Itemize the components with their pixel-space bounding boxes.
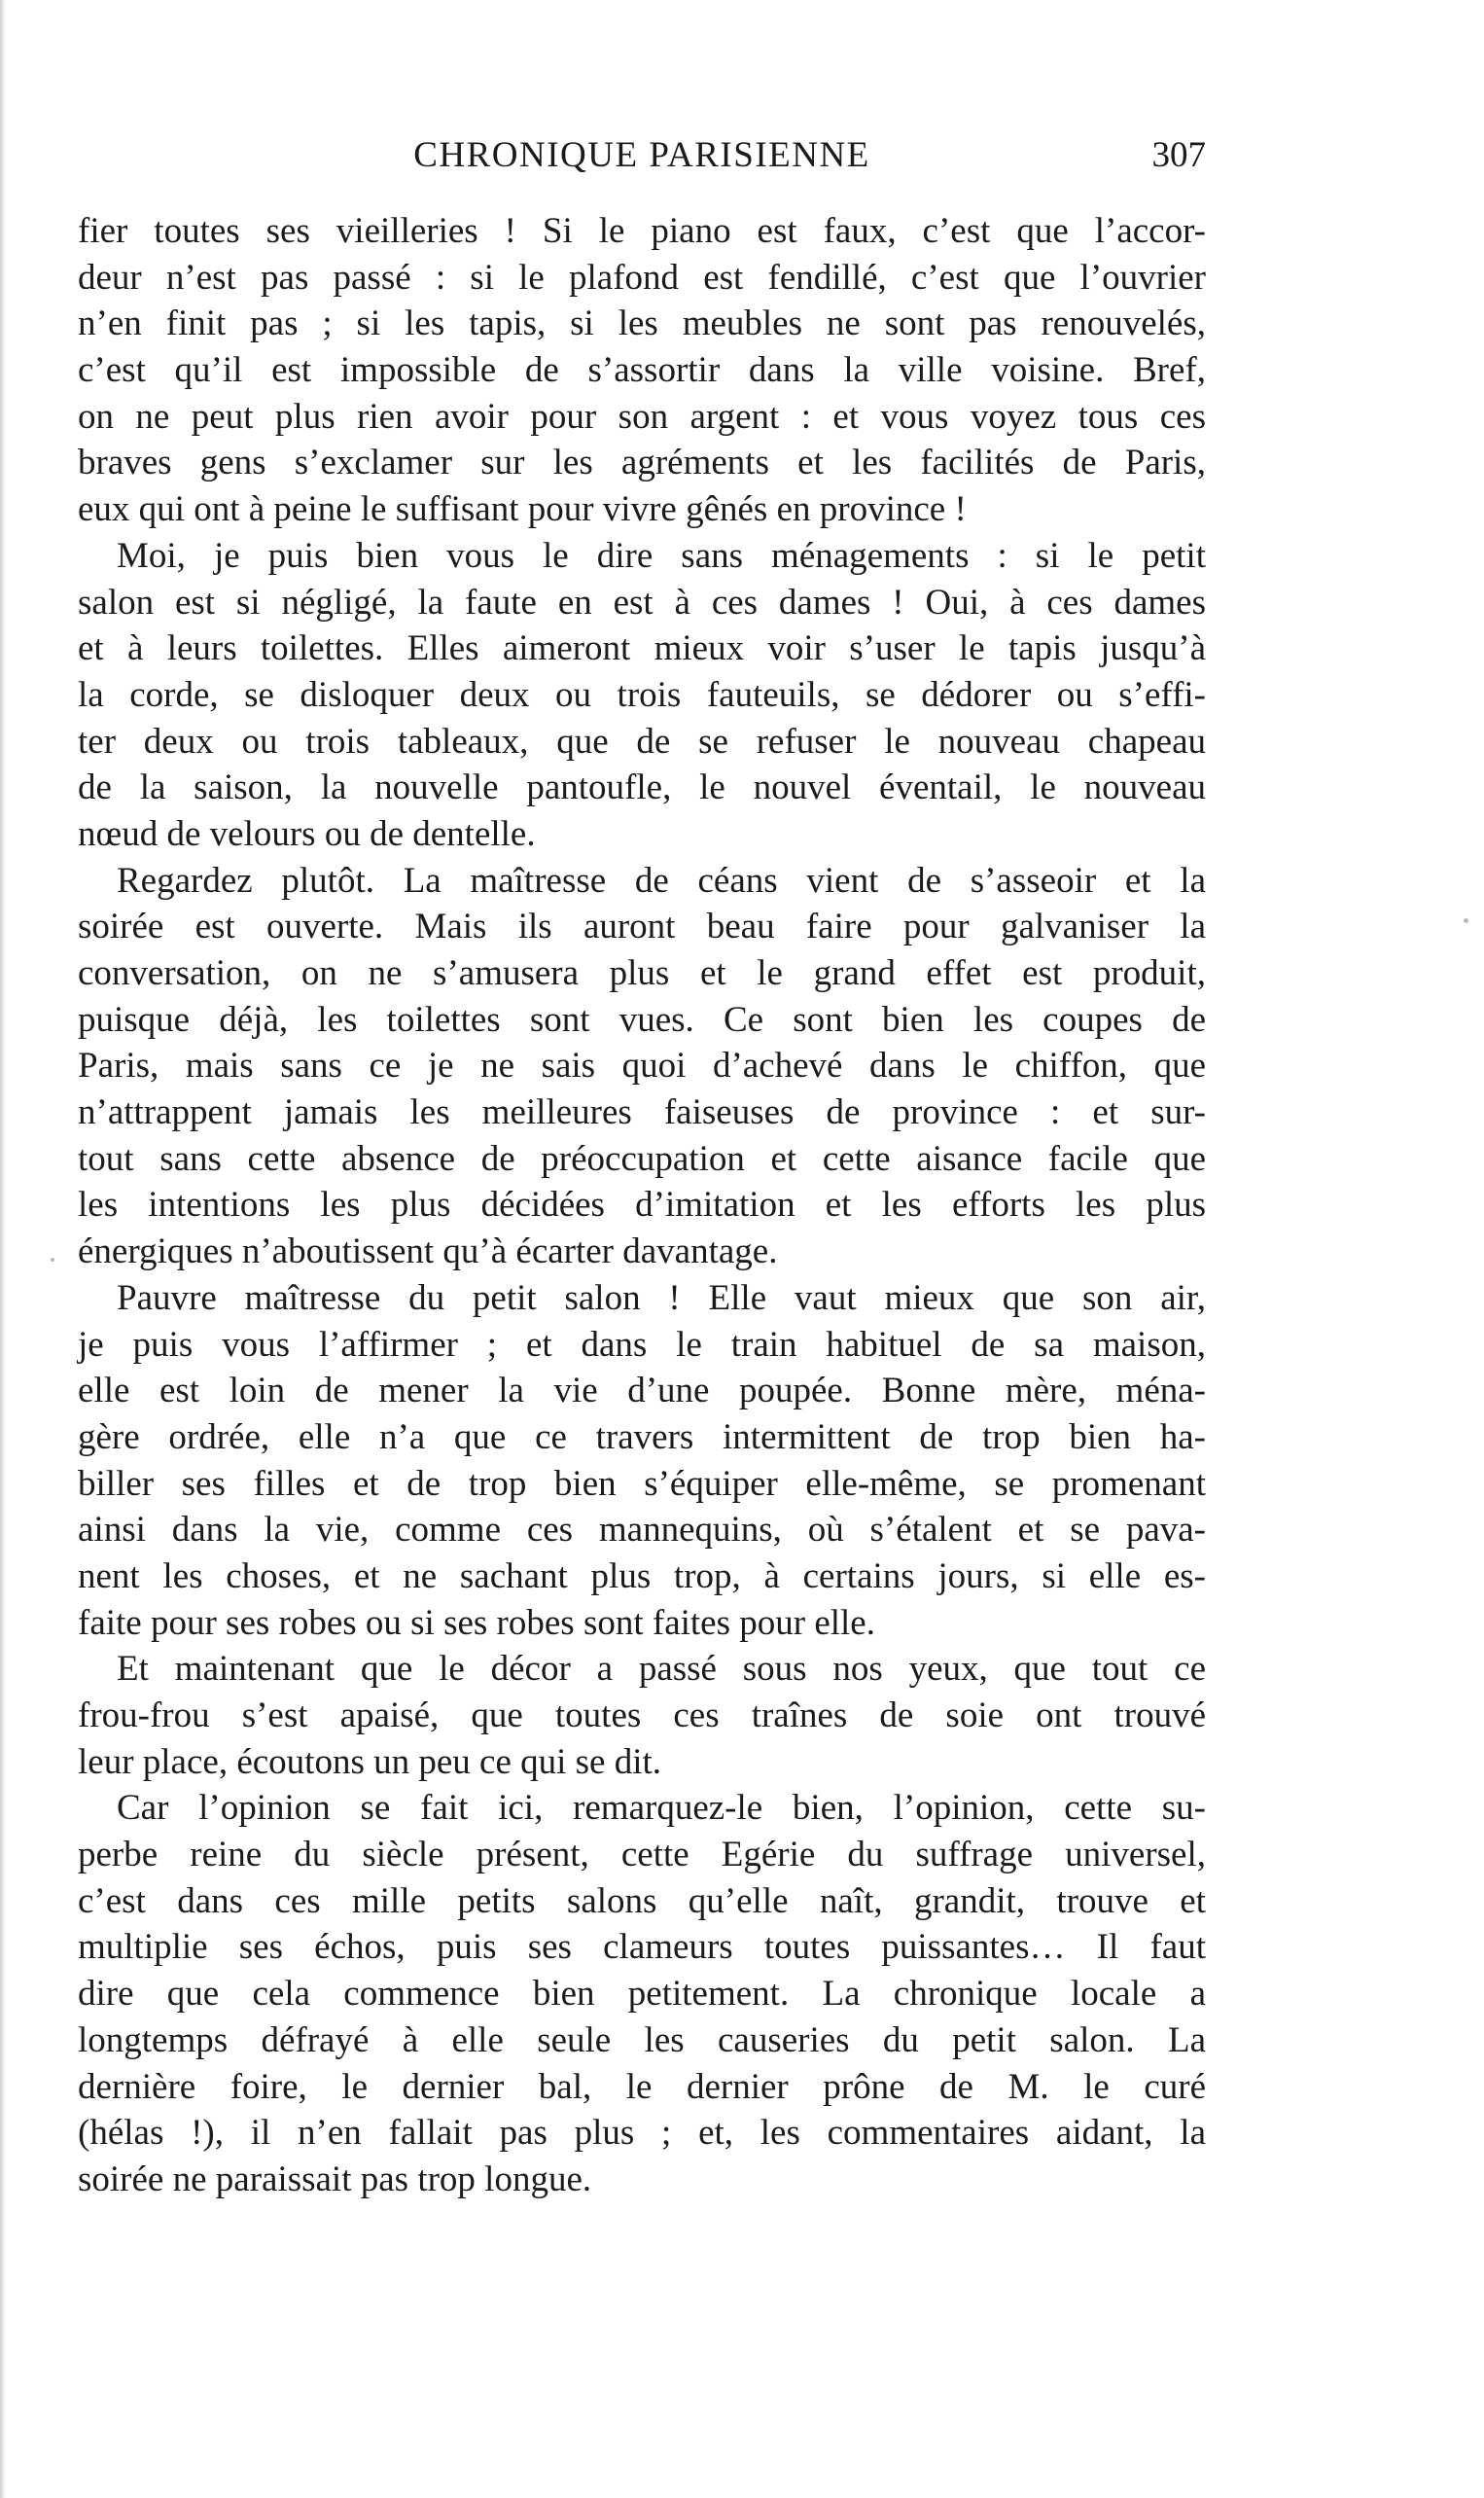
- text-line: n’en finit pas ; si les tapis, si les meubles ne sont pas renouvelés,: [78, 303, 1206, 344]
- text-line: tout sans cette absence de préoccupation et cette aisance facile que: [78, 1138, 1206, 1179]
- running-title: CHRONIQUE PARISIENNE: [413, 135, 870, 175]
- page-header: [78, 134, 1206, 193]
- paper-speck: [51, 1258, 54, 1262]
- text-line: Et maintenant que le décor a passé sous nos yeux, que tout ce: [117, 1649, 1206, 1690]
- text-line: elle est loin de mener la vie d’une poupée. Bonne mère, ména-: [78, 1371, 1206, 1411]
- text-line: soirée est ouverte. Mais ils auront beau faire pour galvaniser la: [78, 907, 1206, 947]
- text-line: et à leurs toilettes. Elles aimeront mieux voir s’user le tapis jusqu’à: [78, 628, 1206, 669]
- text-line: c’est dans ces mille petits salons qu’elle naît, grandit, trouve et: [78, 1880, 1206, 1921]
- text-line: c’est qu’il est impossible de s’assortir dans la ville voisine. Bref,: [78, 350, 1206, 391]
- text-line: ainsi dans la vie, comme ces mannequins, où s’étalent et se pava-: [78, 1510, 1206, 1551]
- text-line: dire que cela commence bien petitement. La chronique locale a: [78, 1974, 1206, 2015]
- text-line: Moi, je puis bien vous le dire sans ménagements : si le petit: [117, 535, 1206, 576]
- text-line: leur place, écoutons un peu ce qui se dit.: [78, 1741, 662, 1782]
- text-line: nœud de velours ou de dentelle.: [78, 813, 536, 854]
- text-line: eux qui ont à peine le suffisant pour vivre gênés en province !: [78, 489, 967, 530]
- text-line: Regardez plutôt. La maîtresse de céans vient de s’asseoir et la: [117, 860, 1206, 901]
- text-line: on ne peut plus rien avoir pour son argent : et vous voyez tous ces: [78, 396, 1206, 437]
- text-line: dernière foire, le dernier bal, le dernier prône de M. le curé: [78, 2066, 1206, 2107]
- text-line: Paris, mais sans ce je ne sais quoi d’achevé dans le chiffon, que: [78, 1046, 1206, 1087]
- text-line: braves gens s’exclamer sur les agréments et les facilités de Paris,: [78, 443, 1206, 483]
- text-line: les intentions les plus décidées d’imitation et les efforts les plus: [78, 1185, 1206, 1226]
- text-line: nent les choses, et ne sachant plus trop, à certains jours, si elle es-: [78, 1555, 1206, 1596]
- page-number: 307: [1151, 135, 1206, 175]
- text-line: conversation, on ne s’amusera plus et le grand effet est produit,: [78, 953, 1206, 993]
- text-line: gère ordrée, elle n’a que ce travers intermittent de trop bien ha-: [78, 1416, 1206, 1457]
- paper-speck: [1464, 918, 1468, 923]
- text-line: faite pour ses robes ou si ses robes sont faites pour elle.: [78, 1602, 875, 1643]
- text-line: frou-frou s’est apaisé, que toutes ces traînes de soie ont trouvé: [78, 1695, 1206, 1735]
- text-line: énergiques n’aboutissent qu’à écarter davantage.: [78, 1231, 778, 1272]
- text-line: salon est si négligé, la faute en est à ces dames ! Oui, à ces dames: [78, 582, 1206, 623]
- page-edge-shadow: [0, 0, 6, 2498]
- text-line: la corde, se disloquer deux ou trois fauteuils, se dédorer ou s’effi-: [78, 674, 1206, 715]
- text-line: soirée ne paraissait pas trop longue.: [78, 2159, 592, 2199]
- text-line: puisque déjà, les toilettes sont vues. Ce sont bien les coupes de: [78, 999, 1206, 1040]
- text-line: multiplie ses échos, puis ses clameurs toutes puissantes… Il faut: [78, 1927, 1206, 1968]
- text-line: perbe reine du siècle présent, cette Egérie du suffrage universel,: [78, 1835, 1206, 1875]
- text-line: Pauvre maîtresse du petit salon ! Elle vaut mieux que son air,: [117, 1277, 1206, 1318]
- text-line: deur n’est pas passé : si le plafond est fendillé, c’est que l’ouvrier: [78, 257, 1206, 298]
- text-line: fier toutes ses vieilleries ! Si le piano est faux, c’est que l’accor-: [78, 211, 1206, 251]
- body-text: [78, 208, 1206, 2203]
- text-line: Car l’opinion se fait ici, remarquez-le bien, l’opinion, cette su-: [117, 1788, 1206, 1829]
- text-line: je puis vous l’affirmer ; et dans le train habituel de sa maison,: [78, 1324, 1206, 1365]
- text-line: biller ses filles et de trop bien s’équiper elle-même, se promenant: [78, 1463, 1206, 1504]
- text-line: longtemps défrayé à elle seule les causeries du petit salon. La: [78, 2019, 1206, 2060]
- text-line: ter deux ou trois tableaux, que de se refuser le nouveau chapeau: [78, 721, 1206, 762]
- text-line: n’attrappent jamais les meilleures faiseuses de province : et sur-: [78, 1092, 1206, 1133]
- text-line: (hélas !), il n’en fallait pas plus ; et, les commentaires aidant, la: [78, 2113, 1206, 2154]
- text-line: de la saison, la nouvelle pantoufle, le nouvel éventail, le nouveau: [78, 767, 1206, 808]
